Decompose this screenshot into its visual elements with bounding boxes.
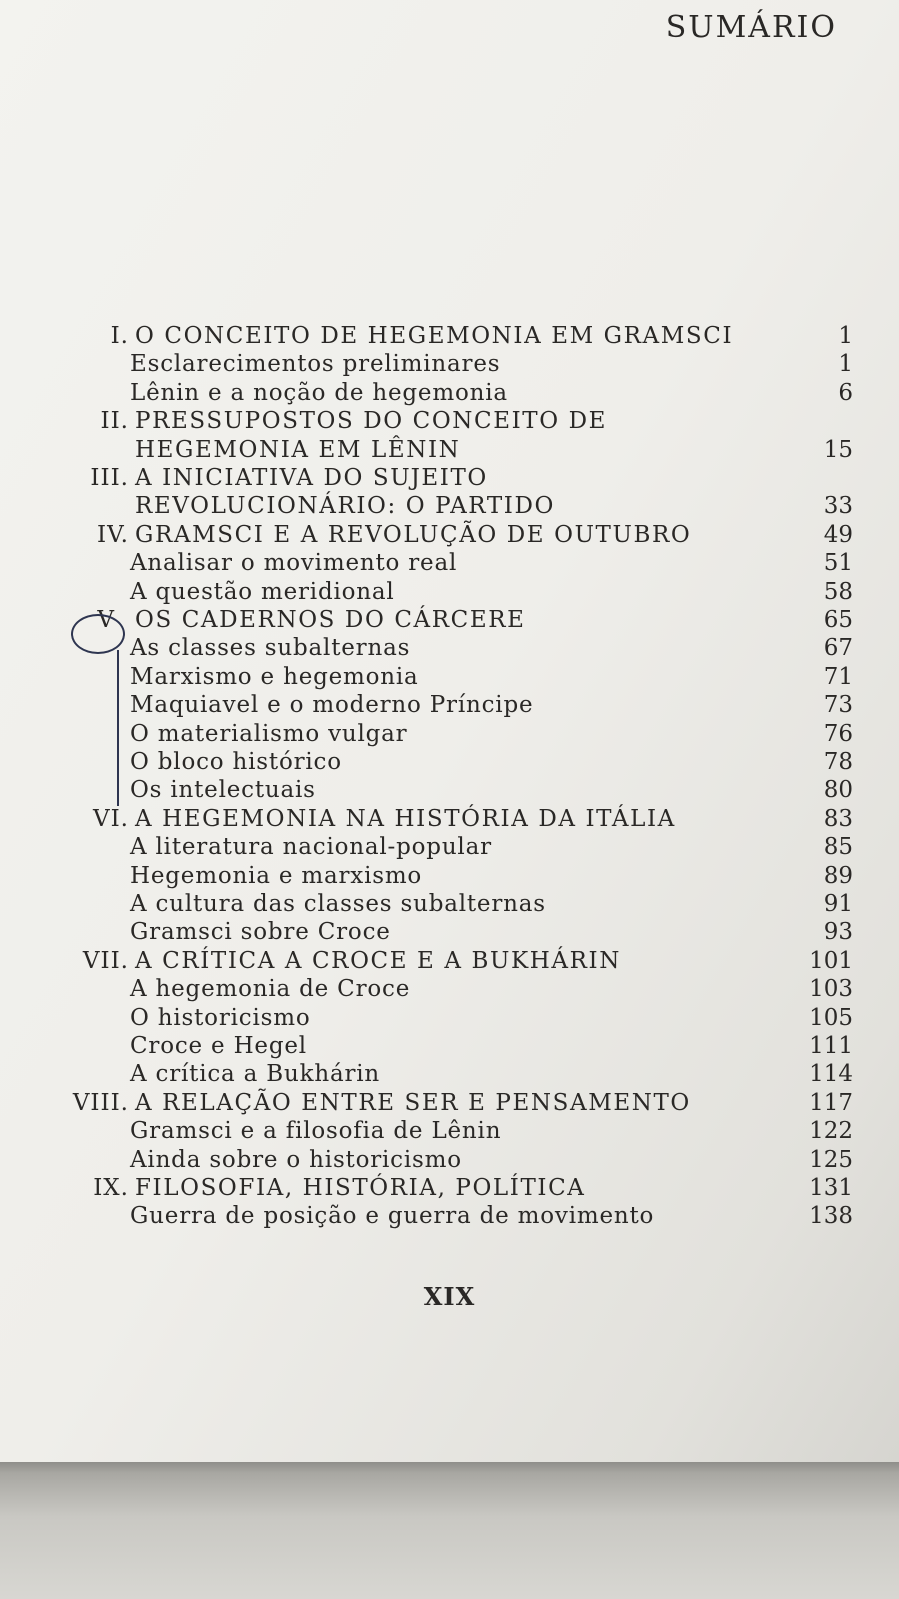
page-title: SUMÁRIO <box>665 10 837 45</box>
handwritten-circle-mark <box>71 614 125 654</box>
toc-section-row <box>0 890 899 919</box>
entry-page-number: 73 <box>823 692 853 719</box>
entry-title: Gramsci e a filosofia de Lênin <box>130 1118 502 1145</box>
toc-section-row <box>0 862 899 891</box>
toc-section-row <box>0 1032 899 1061</box>
toc-section-row <box>0 1117 899 1146</box>
toc-section-row <box>0 549 899 578</box>
entry-page-number: 76 <box>823 720 853 747</box>
toc-chapter-row <box>0 322 899 351</box>
entry-page-number: 83 <box>823 805 853 832</box>
entry-title: A literatura nacional-popular <box>130 834 492 861</box>
entry-title: Gramsci sobre Croce <box>130 919 391 946</box>
chapter-number: I. <box>110 323 129 349</box>
toc-section-row <box>0 1004 899 1033</box>
entry-page-number: 33 <box>823 493 853 520</box>
toc-section-row <box>0 691 899 720</box>
entry-title: O CONCEITO DE HEGEMONIA EM GRAMSCI <box>135 323 734 349</box>
entry-page-number: 101 <box>809 947 853 974</box>
chapter-number: II. <box>100 408 129 435</box>
toc-chapter-row <box>0 464 899 493</box>
toc-section-row <box>0 1202 899 1231</box>
chapter-number: VII. <box>82 947 129 974</box>
entry-title: A questão meridional <box>130 578 395 605</box>
chapter-number: VI. <box>92 805 129 832</box>
toc-chapter-row <box>0 436 899 465</box>
entry-page-number: 78 <box>823 749 853 775</box>
chapter-number: V <box>97 607 115 633</box>
entry-page-number: 1 <box>838 351 853 378</box>
entry-page-number: 85 <box>823 834 853 861</box>
entry-title: Marxismo e hegemonia <box>130 663 419 690</box>
entry-title: Ainda sobre o historicismo <box>130 1146 462 1173</box>
entry-page-number: 51 <box>823 550 853 577</box>
entry-page-number: 117 <box>809 1089 853 1116</box>
toc-section-row <box>0 1146 899 1175</box>
entry-page-number: 67 <box>823 635 853 662</box>
entry-page-number: 125 <box>809 1146 853 1173</box>
toc-section-row <box>0 1060 899 1089</box>
toc-chapter-row <box>0 521 899 550</box>
entry-page-number: 122 <box>809 1118 853 1145</box>
entry-title: A crítica a Bukhárin <box>130 1061 381 1088</box>
toc-section-row <box>0 350 899 379</box>
toc-section-row <box>0 720 899 749</box>
chapter-number: IV. <box>97 521 129 548</box>
entry-title: A INICIATIVA DO SUJEITO <box>135 465 488 491</box>
entry-title: REVOLUCIONÁRIO: O PARTIDO <box>135 493 555 520</box>
entry-title: GRAMSCI E A REVOLUÇÃO DE OUTUBRO <box>135 521 692 548</box>
entry-title: As classes subalternas <box>130 635 411 662</box>
toc-chapter-row <box>0 492 899 521</box>
entry-page-number: 131 <box>809 1175 853 1201</box>
entry-title: Analisar o movimento real <box>130 550 458 577</box>
entry-title: Hegemonia e marxismo <box>130 862 423 889</box>
chapter-number: VIII. <box>72 1089 129 1116</box>
entry-page-number: 49 <box>823 521 853 548</box>
entry-title: Esclarecimentos preliminares <box>130 351 501 378</box>
entry-page-number: 6 <box>838 379 853 406</box>
toc-chapter-row <box>0 805 899 834</box>
entry-title: A HEGEMONIA NA HISTÓRIA DA ITÁLIA <box>135 805 676 832</box>
entry-page-number: 138 <box>809 1203 853 1230</box>
entry-title: O materialismo vulgar <box>130 720 408 747</box>
entry-title: Maquiavel e o moderno Príncipe <box>130 692 534 719</box>
toc-section-row <box>0 748 899 777</box>
chapter-number: III. <box>90 465 129 491</box>
entry-title: Croce e Hegel <box>130 1033 307 1059</box>
entry-page-number: 1 <box>838 323 853 349</box>
toc-section-row <box>0 975 899 1004</box>
entry-title: A hegemonia de Croce <box>130 976 411 1003</box>
toc-section-row <box>0 776 899 805</box>
toc-chapter-row <box>0 606 899 635</box>
page-number-footer: XIX <box>423 1282 476 1311</box>
entry-page-number: 71 <box>823 663 853 690</box>
entry-page-number: 65 <box>823 607 853 633</box>
entry-title: A CRÍTICA A CROCE E A BUKHÁRIN <box>135 947 621 974</box>
entry-title: A cultura das classes subalternas <box>130 891 546 917</box>
toc-section-row <box>0 833 899 862</box>
entry-page-number: 103 <box>809 976 853 1003</box>
toc-section-row <box>0 918 899 947</box>
entry-title: A RELAÇÃO ENTRE SER E PENSAMENTO <box>135 1089 691 1116</box>
entry-page-number: 111 <box>809 1033 853 1059</box>
page-shadow <box>0 1462 899 1599</box>
entry-title: O historicismo <box>130 1004 311 1031</box>
entry-page-number: 105 <box>809 1004 853 1031</box>
entry-title: OS CADERNOS DO CÁRCERE <box>135 607 526 633</box>
handwritten-bracket-mark <box>117 650 125 806</box>
toc-chapter-row <box>0 1089 899 1118</box>
entry-page-number: 15 <box>823 436 853 463</box>
entry-page-number: 89 <box>823 862 853 889</box>
entry-page-number: 114 <box>809 1061 853 1088</box>
entry-title: HEGEMONIA EM LÊNIN <box>135 436 461 463</box>
entry-title: O bloco histórico <box>130 749 342 775</box>
toc-section-row <box>0 578 899 607</box>
entry-page-number: 80 <box>823 777 853 804</box>
entry-page-number: 91 <box>823 891 853 917</box>
toc-section-row <box>0 379 899 408</box>
entry-title: FILOSOFIA, HISTÓRIA, POLÍTICA <box>135 1175 586 1201</box>
entry-page-number: 58 <box>823 578 853 605</box>
entry-title: Lênin e a noção de hegemonia <box>130 379 508 406</box>
toc-section-row <box>0 634 899 663</box>
toc-section-row <box>0 663 899 692</box>
toc-chapter-row <box>0 407 899 436</box>
toc-chapter-row <box>0 1174 899 1203</box>
chapter-number: IX. <box>93 1175 129 1201</box>
entry-title: Os intelectuais <box>130 777 316 804</box>
toc-chapter-row <box>0 947 899 976</box>
entry-title: PRESSUPOSTOS DO CONCEITO DE <box>135 408 608 435</box>
entry-title: Guerra de posição e guerra de movimento <box>130 1203 655 1230</box>
entry-page-number: 93 <box>823 919 853 946</box>
